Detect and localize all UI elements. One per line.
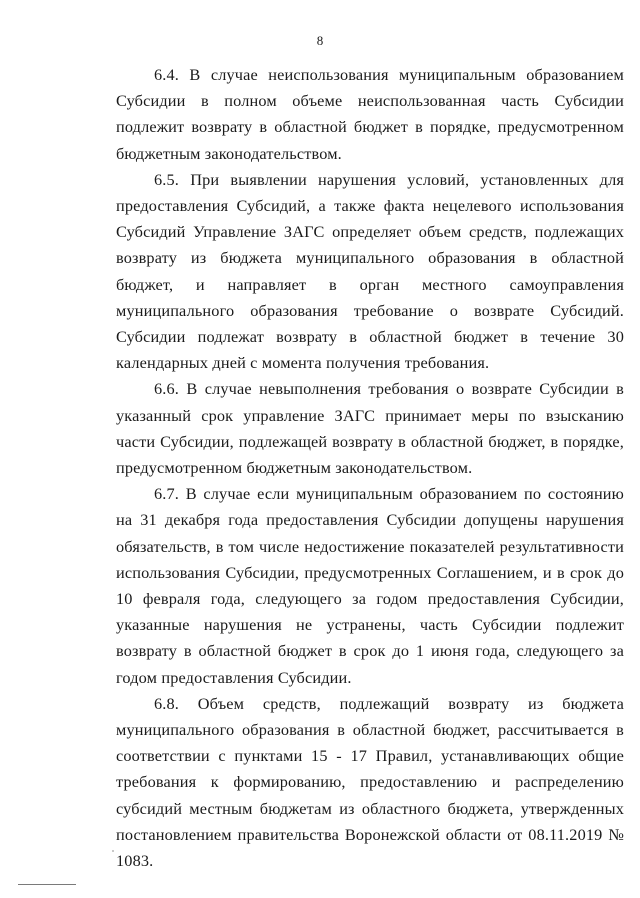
footer-rule <box>18 884 76 885</box>
paragraph-6-6: 6.6. В случае невыполнения требования о возврате Субсидии в указанный срок управление ЗАГС принимает меры по взысканию части Субсидии, подлежащей возврату в областной бюджет, в порядке, предусмотренном бюджетным законодательством. <box>116 379 624 478</box>
document-body <box>116 62 624 874</box>
paragraph-6-7: 6.7. В случае если муниципальным образованием по состоянию на 31 декабря года предоставления Субсидии допущены нарушения обязательств, в том числе недостижение показателей результативности использования Субсидии, предусмотренных Соглашением, и в срок до 10 февраля года, следующего за годом предоставления Субсидии, указанные нарушения не устранены, часть Субсидии подлежит возврату в областной бюджет в срок до 1 июня года, следующего за годом предоставления Субсидии. <box>116 484 624 687</box>
paragraph-6-8: 6.8. Объем средств, подлежащий возврату из бюджета муниципального образования в областной бюджет, рассчитывается в соответствии с пунктами 15 - 17 Правил, устанавливающих общие требования к формированию, предоставлению и распределению субсидий местным бюджетам из областного бюджета, утвержденных постановлением правительства Воронежской области от 08.11.2019 № 1083. <box>116 693 624 871</box>
scan-speck <box>112 850 114 852</box>
paragraph-6-4: 6.4. В случае неиспользования муниципальным образованием Субсидии в полном объеме неиспользованная часть Субсидии подлежит возврату в областной бюджет в порядке, предусмотренном бюджетным законодательством. <box>116 65 624 163</box>
page-number: 8 <box>316 33 324 48</box>
paragraph-6-5: 6.5. При выявлении нарушения условий, установленных для предоставления Субсидий, а также факта нецелевого использования Субсидий Управление ЗАГС определяет объем средств, подлежащих возврату из бюджета муниципального образования в областной бюджет, и направляет в орган местного самоуправления муниципального образования требование о возврате Субсидий. Субсидии подлежат возврату в областной бюджет в течение 30 календарных дней с момента получения требования. <box>116 169 624 373</box>
